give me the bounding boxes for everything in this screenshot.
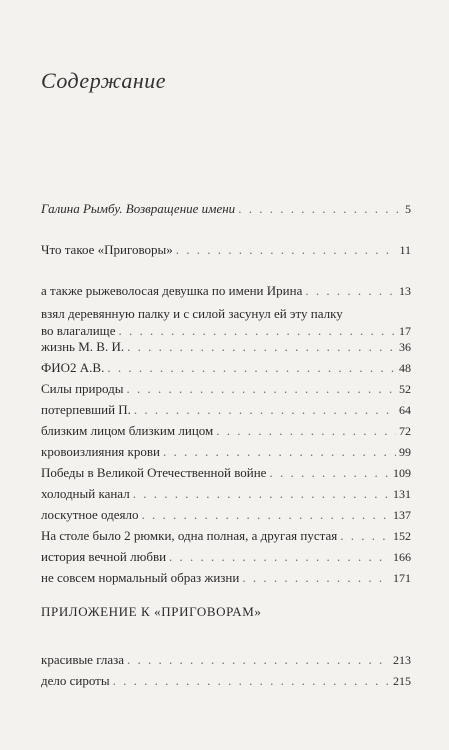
dot-leader [107, 359, 396, 376]
toc-entry [41, 527, 411, 545]
appendix-heading: ПРИЛОЖЕНИЕ К «ПРИГОВОРАМ» [41, 604, 262, 619]
entry-title: кровоизлияния крови [41, 444, 160, 459]
dot-leader [269, 464, 390, 481]
dot-leader [176, 241, 397, 258]
entry-title: Победы в Великой Отечественной войне [41, 465, 267, 480]
entry-page-number: 13 [399, 284, 411, 298]
toc-entry [41, 282, 411, 300]
toc-entry [41, 569, 411, 587]
entry-page-number: 166 [393, 550, 411, 564]
toc-entry [41, 651, 411, 669]
toc-entry [41, 443, 411, 461]
entry-page-number: 99 [399, 445, 411, 459]
dot-leader [134, 401, 396, 418]
toc-entry [41, 241, 411, 259]
toc-entry [41, 305, 411, 340]
toc-entry [41, 200, 411, 218]
dot-leader [305, 282, 396, 299]
entry-title: потерпевший П. [41, 402, 131, 417]
entry-page-number: 131 [393, 487, 411, 501]
dot-leader [133, 485, 390, 502]
entry-page-number: 109 [393, 466, 411, 480]
entry-page-number: 215 [393, 674, 411, 688]
dot-leader [163, 443, 396, 460]
dot-leader [169, 548, 390, 565]
entry-page-number: 5 [405, 202, 411, 216]
dot-leader [118, 322, 396, 339]
page-title: Содержание [41, 68, 167, 93]
entry-page-number: 64 [399, 403, 411, 417]
toc-entry [41, 485, 411, 503]
toc-entry [41, 506, 411, 524]
dot-leader [127, 380, 397, 397]
toc-entry [41, 380, 411, 398]
entry-page-number: 213 [393, 653, 411, 667]
toc-entry [41, 548, 411, 566]
entry-page-number: 137 [393, 508, 411, 522]
entry-title-line: взял деревянную палку и с силой засунул ей эту палку [41, 306, 343, 321]
toc-entry [41, 464, 411, 482]
dot-leader [127, 651, 390, 668]
entry-page-number: 11 [399, 243, 411, 257]
entry-page-number: 36 [399, 340, 411, 354]
entry-page-number: 52 [399, 382, 411, 396]
entry-title: красивые глаза [41, 652, 125, 667]
toc-entry [41, 338, 411, 356]
entry-title: не совсем нормальный образ жизни [41, 570, 240, 585]
entry-page-number: 152 [393, 529, 411, 543]
entry-title: Силы природы [41, 381, 124, 396]
entry-title: На столе было 2 рюмки, одна полная, а другая пустая [41, 528, 338, 543]
dot-leader [127, 338, 396, 355]
entry-title: жизнь М. В. И. [41, 339, 125, 354]
entry-page-number: 72 [399, 424, 411, 438]
toc-entry [41, 422, 411, 440]
toc-entry [41, 359, 411, 377]
toc-entry [41, 672, 411, 690]
entry-title-line: во влагалище [41, 323, 116, 338]
entry-page-number: 171 [393, 571, 411, 585]
dot-leader [340, 527, 390, 544]
entry-title: история вечной любви [41, 549, 167, 564]
entry-title: лоскутное одеяло [41, 507, 139, 522]
entry-title: холодный канал [41, 486, 130, 501]
dot-leader [142, 506, 390, 523]
dot-leader [238, 200, 402, 217]
entry-title: Галина Рымбу. Возвращение имени [41, 201, 236, 216]
dot-leader [216, 422, 396, 439]
dot-leader [242, 569, 390, 586]
entry-title: а также рыжеволосая девушка по имени Ирина [41, 283, 303, 298]
dot-leader [113, 672, 390, 689]
entry-page-number: 17 [399, 324, 411, 338]
entry-title: ФИО2 А.В. [41, 360, 105, 375]
toc-entry [41, 401, 411, 419]
entry-title: дело сироты [41, 673, 110, 688]
entry-title: близким лицом близким лицом [41, 423, 214, 438]
entry-title: Что такое «Приговоры» [41, 242, 173, 257]
entry-page-number: 48 [399, 361, 411, 375]
